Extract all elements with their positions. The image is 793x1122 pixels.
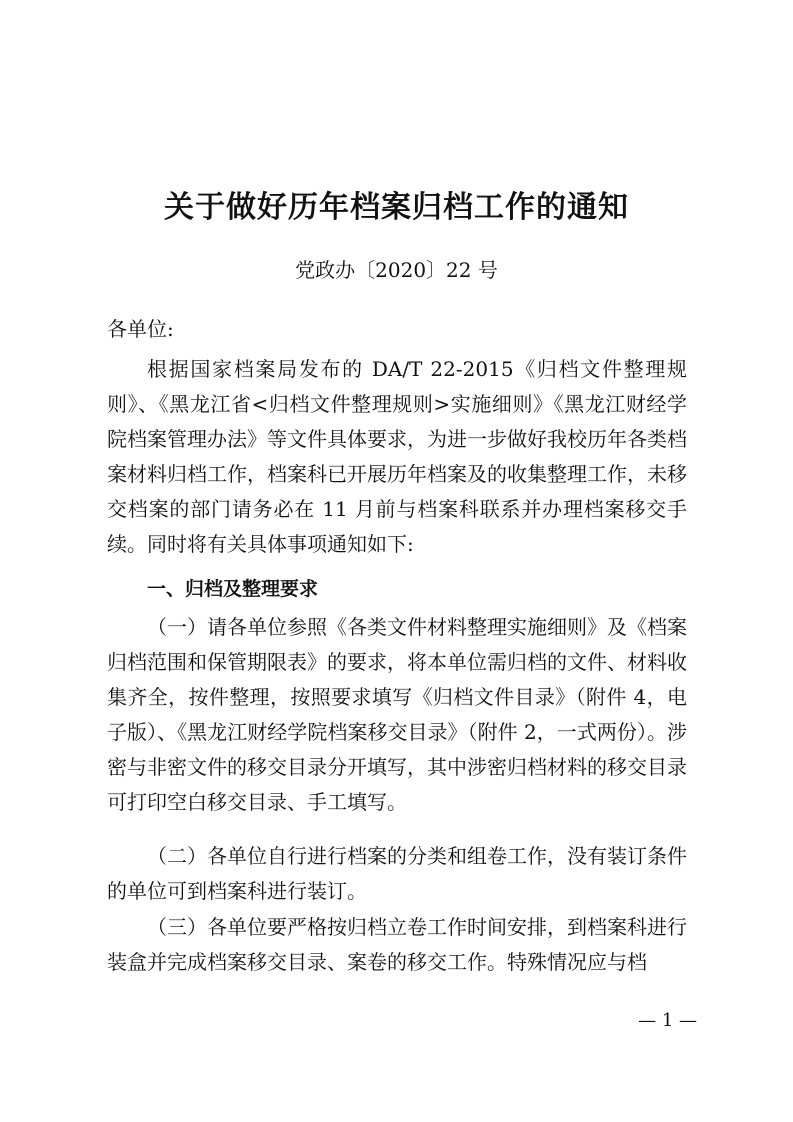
paragraph-item-3: （三）各单位要严格按归档立卷工作时间安排，到档案科进行装盒并完成档案移交目录、案卷的移交工作。特殊情况应与档 <box>107 915 687 974</box>
document-title: 关于做好历年档案归档工作的通知 <box>164 190 629 225</box>
paragraph-item-2: （二）各单位自行进行档案的分类和组卷工作，没有装订条件的单位可到档案科进行装订。 <box>107 844 687 903</box>
paragraph-intro: 根据国家档案局发布的 DA/T 22-2015《归档文件整理规则》、《黑龙江省<归档文件整理规则>实施细则》《黑龙江财经学院档案管理办法》等文件具体要求，为进一步做好我校历年各类档案材料归档工作，档案科已开展历年档案及的收集整理工作，未移交档案的部门请务必在 11 月前与档案科联系并办理档案移交手续。同时将有关具体事项通知如下: <box>107 357 687 556</box>
document-number: 党政办〔2020〕22 号 <box>295 258 498 282</box>
page-number: — 1 — <box>638 1010 697 1031</box>
salutation: 各单位: <box>107 317 174 341</box>
paragraph-item-1: （一）请各单位参照《各类文件材料整理实施细则》及《档案归档范围和保管期限表》的要求，将本单位需归档的文件、材料收集齐全，按件整理，按照要求填写《归档文件目录》（附件 4，电子版）、《黑龙江财经学院档案移交目录》（附件 2，一式两份）。涉密与非密文件的移交目录分开填写，其中涉密归档材料的移交目录可打印空白移交目录、手工填写。 <box>107 615 687 814</box>
section-heading: 一、归档及整理要求 <box>147 578 319 600</box>
